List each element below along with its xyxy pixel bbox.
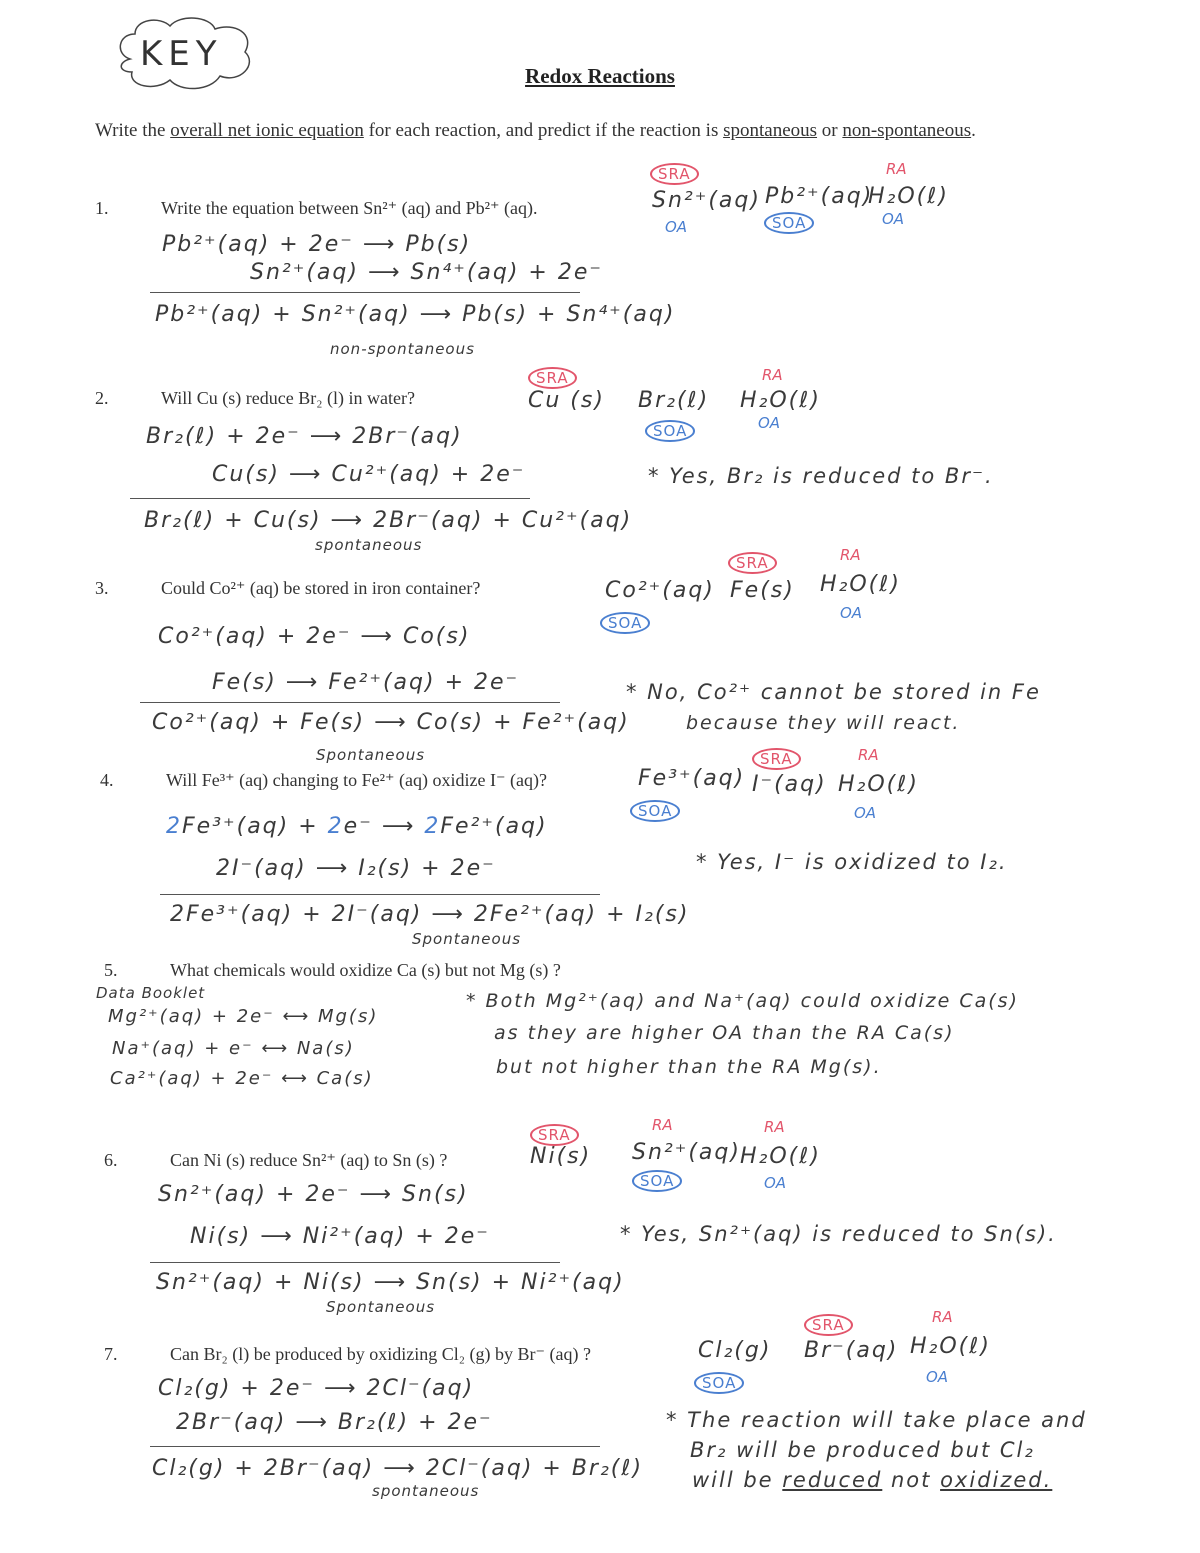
half-reaction-reduction: Cl₂(g) + 2e⁻ ⟶ 2Cl⁻(aq) <box>158 1376 475 1401</box>
half-reaction-reduction: Sn²⁺(aq) + 2e⁻ ⟶ Sn(s) <box>158 1182 469 1207</box>
species-oxidizing-agent: Fe³⁺(aq) <box>638 766 746 791</box>
sra-label: SRA <box>728 552 777 574</box>
page-title: Redox Reactions <box>525 64 675 88</box>
answer-note-emphasis: oxidized. <box>940 1468 1053 1492</box>
species-oxidizing-agent: Sn²⁺(aq) <box>632 1140 741 1165</box>
verdict: Spontaneous <box>326 1298 436 1316</box>
ra-label: RA <box>764 1118 785 1136</box>
soa-label: SOA <box>694 1372 744 1394</box>
sra-label: SRA <box>804 1314 853 1336</box>
sum-line <box>150 292 580 293</box>
oa-label: OA <box>854 804 877 822</box>
species-reducing-agent: I⁻(aq) <box>752 772 827 797</box>
answer-note-emphasis: reduced <box>782 1468 883 1492</box>
question-text: What chemicals would oxidize Ca (s) but not Mg (s) ? <box>170 960 561 980</box>
ra-label: RA <box>840 546 861 564</box>
coefficient: 2 <box>166 814 182 839</box>
species-oxidizing-agent: Br₂(ℓ) <box>638 388 710 413</box>
question-number: 2. <box>95 388 109 408</box>
sum-line <box>140 702 560 703</box>
overall-equation: Sn²⁺(aq) + Ni(s) ⟶ Sn(s) + Ni²⁺(aq) <box>156 1270 625 1295</box>
instructions-text: Write the <box>95 120 171 141</box>
answer-note-continued: but not higher than the RA Mg(s). <box>496 1056 882 1078</box>
sum-line <box>150 1446 600 1447</box>
booklet-half-reaction: Ca²⁺(aq) + 2e⁻ ⟷ Ca(s) <box>110 1068 374 1089</box>
question-number: 4. <box>100 770 114 790</box>
verdict: non-spontaneous <box>330 340 475 358</box>
sum-line <box>150 1262 560 1263</box>
sra-label: SRA <box>528 367 577 389</box>
half-reaction-oxidation: Sn²⁺(aq) ⟶ Sn⁴⁺(aq) + 2e⁻ <box>250 260 603 285</box>
equation-text: Fe²⁺(aq) <box>440 814 548 839</box>
oa-label: OA <box>764 1174 787 1192</box>
answer-note: * No, Co²⁺ cannot be stored in Fe <box>626 680 1041 704</box>
half-reaction-reduction: Co²⁺(aq) + 2e⁻ ⟶ Co(s) <box>158 624 471 649</box>
half-reaction-reduction <box>166 814 548 839</box>
oa-label: OA <box>758 414 781 432</box>
verdict: spontaneous <box>372 1482 480 1500</box>
answer-note: * Yes, Br₂ is reduced to Br⁻. <box>648 464 994 488</box>
species-water: H₂O(ℓ) <box>838 772 919 797</box>
oa-label: OA <box>926 1368 949 1386</box>
question-text: Will Cu (s) reduce Br₂ (l) in water? <box>161 388 415 408</box>
question-text: Write the equation between Sn²⁺ (aq) and Pb²⁺ (aq). <box>161 198 538 218</box>
overall-equation: 2Fe³⁺(aq) + 2I⁻(aq) ⟶ 2Fe²⁺(aq) + I₂(s) <box>170 902 690 927</box>
question-number: 6. <box>104 1150 118 1170</box>
sra-label: SRA <box>752 748 801 770</box>
half-reaction-oxidation: Ni(s) ⟶ Ni²⁺(aq) + 2e⁻ <box>190 1224 490 1249</box>
answer-note-continued: because they will react. <box>686 712 961 734</box>
species-water: H₂O(ℓ) <box>740 1144 821 1169</box>
sum-line <box>130 498 530 499</box>
instructions-text: for each reaction, and predict if the reaction is <box>363 120 724 141</box>
answer-note: * Yes, I⁻ is oxidized to I₂. <box>696 850 1008 874</box>
booklet-half-reaction: Na⁺(aq) + e⁻ ⟷ Na(s) <box>112 1038 355 1059</box>
instructions <box>95 116 1055 146</box>
species-water: H₂O(ℓ) <box>910 1334 991 1359</box>
question-text: Could Co²⁺ (aq) be stored in iron container? <box>161 578 481 598</box>
coefficient: 2 <box>327 814 344 839</box>
ra-label: RA <box>932 1308 953 1326</box>
question-text: Can Br₂ (l) be produced by oxidizing Cl₂ (g) by Br⁻ (aq) ? <box>170 1344 591 1364</box>
half-reaction-oxidation: 2Br⁻(aq) ⟶ Br₂(ℓ) + 2e⁻ <box>176 1410 493 1435</box>
overall-equation: Cl₂(g) + 2Br⁻(aq) ⟶ 2Cl⁻(aq) + Br₂(ℓ) <box>152 1456 644 1481</box>
coefficient: 2 <box>424 814 441 839</box>
question-number: 3. <box>95 578 109 598</box>
answer-note: * Both Mg²⁺(aq) and Na⁺(aq) could oxidize Ca(s) <box>466 990 1019 1012</box>
species-oxidizing-agent: Cl₂(g) <box>698 1338 772 1363</box>
soa-label: SOA <box>764 212 814 234</box>
ra-label: RA <box>886 160 907 178</box>
species-oxidizing-agent: Pb²⁺(aq) <box>765 184 874 209</box>
equation-text: Fe³⁺(aq) + <box>182 814 319 839</box>
key-label: KEY <box>140 34 223 74</box>
half-reaction-oxidation: Fe(s) ⟶ Fe²⁺(aq) + 2e⁻ <box>212 670 520 695</box>
question-number: 5. <box>104 960 118 980</box>
instructions-emphasis: overall net ionic equation <box>170 120 364 141</box>
soa-label: SOA <box>630 800 680 822</box>
half-reaction-reduction: Br₂(ℓ) + 2e⁻ ⟶ 2Br⁻(aq) <box>146 424 463 449</box>
soa-label: SOA <box>632 1170 682 1192</box>
answer-note-text: will be <box>692 1468 774 1492</box>
answer-note: * Yes, Sn²⁺(aq) is reduced to Sn(s). <box>620 1222 1057 1246</box>
instructions-text: . <box>971 120 976 141</box>
soa-label: SOA <box>645 420 695 442</box>
species-water: H₂O(ℓ) <box>740 388 821 413</box>
question-number: 1. <box>95 198 109 218</box>
species-water: H₂O(ℓ) <box>820 572 901 597</box>
species-reducing-agent: Cu (s) <box>528 388 605 413</box>
overall-equation: Pb²⁺(aq) + Sn²⁺(aq) ⟶ Pb(s) + Sn⁴⁺(aq) <box>155 302 676 327</box>
overall-equation: Br₂(ℓ) + Cu(s) ⟶ 2Br⁻(aq) + Cu²⁺(aq) <box>144 508 633 533</box>
oa-label: OA <box>665 218 688 236</box>
half-reaction-oxidation: 2I⁻(aq) ⟶ I₂(s) + 2e⁻ <box>216 856 496 881</box>
question-text: Can Ni (s) reduce Sn²⁺ (aq) to Sn (s) ? <box>170 1150 448 1170</box>
ra-label: RA <box>652 1116 673 1134</box>
answer-note-continued <box>692 1468 1052 1492</box>
answer-note-text: not <box>890 1468 932 1492</box>
overall-equation: Co²⁺(aq) + Fe(s) ⟶ Co(s) + Fe²⁺(aq) <box>152 710 630 735</box>
species-reducing-agent: Br⁻(aq) <box>804 1338 899 1363</box>
half-reaction-oxidation: Cu(s) ⟶ Cu²⁺(aq) + 2e⁻ <box>212 462 526 487</box>
oa-label: OA <box>840 604 863 622</box>
verdict: spontaneous <box>315 536 423 554</box>
species-reducing-agent: Fe(s) <box>730 578 795 603</box>
soa-label: SOA <box>600 612 650 634</box>
species-reducing-agent: Sn²⁺(aq) <box>652 188 761 213</box>
instructions-emphasis: spontaneous <box>723 120 818 141</box>
data-booklet-heading: Data Booklet <box>96 984 206 1002</box>
species-water: H₂O(ℓ) <box>868 184 949 209</box>
question-number: 7. <box>104 1344 118 1364</box>
sum-line <box>160 894 600 895</box>
verdict: Spontaneous <box>316 746 426 764</box>
question-text: Will Fe³⁺ (aq) changing to Fe²⁺ (aq) oxidize I⁻ (aq)? <box>166 770 547 790</box>
species-reducing-agent: Ni(s) <box>530 1144 592 1169</box>
booklet-half-reaction: Mg²⁺(aq) + 2e⁻ ⟷ Mg(s) <box>108 1006 379 1027</box>
oa-label: OA <box>882 210 905 228</box>
answer-note: * The reaction will take place and <box>666 1408 1087 1432</box>
instructions-text: or <box>817 120 843 141</box>
answer-note-continued: Br₂ will be produced but Cl₂ <box>690 1438 1035 1462</box>
verdict: Spontaneous <box>412 930 522 948</box>
ra-label: RA <box>762 366 783 384</box>
instructions-emphasis: non-spontaneous <box>842 120 972 141</box>
equation-text: e⁻ ⟶ <box>343 814 416 839</box>
sra-label: SRA <box>530 1124 579 1146</box>
sra-label: SRA <box>650 163 699 185</box>
half-reaction-reduction: Pb²⁺(aq) + 2e⁻ ⟶ Pb(s) <box>162 232 472 257</box>
species-oxidizing-agent: Co²⁺(aq) <box>605 578 715 603</box>
ra-label: RA <box>858 746 879 764</box>
answer-note-continued: as they are higher OA than the RA Ca(s) <box>494 1022 955 1044</box>
